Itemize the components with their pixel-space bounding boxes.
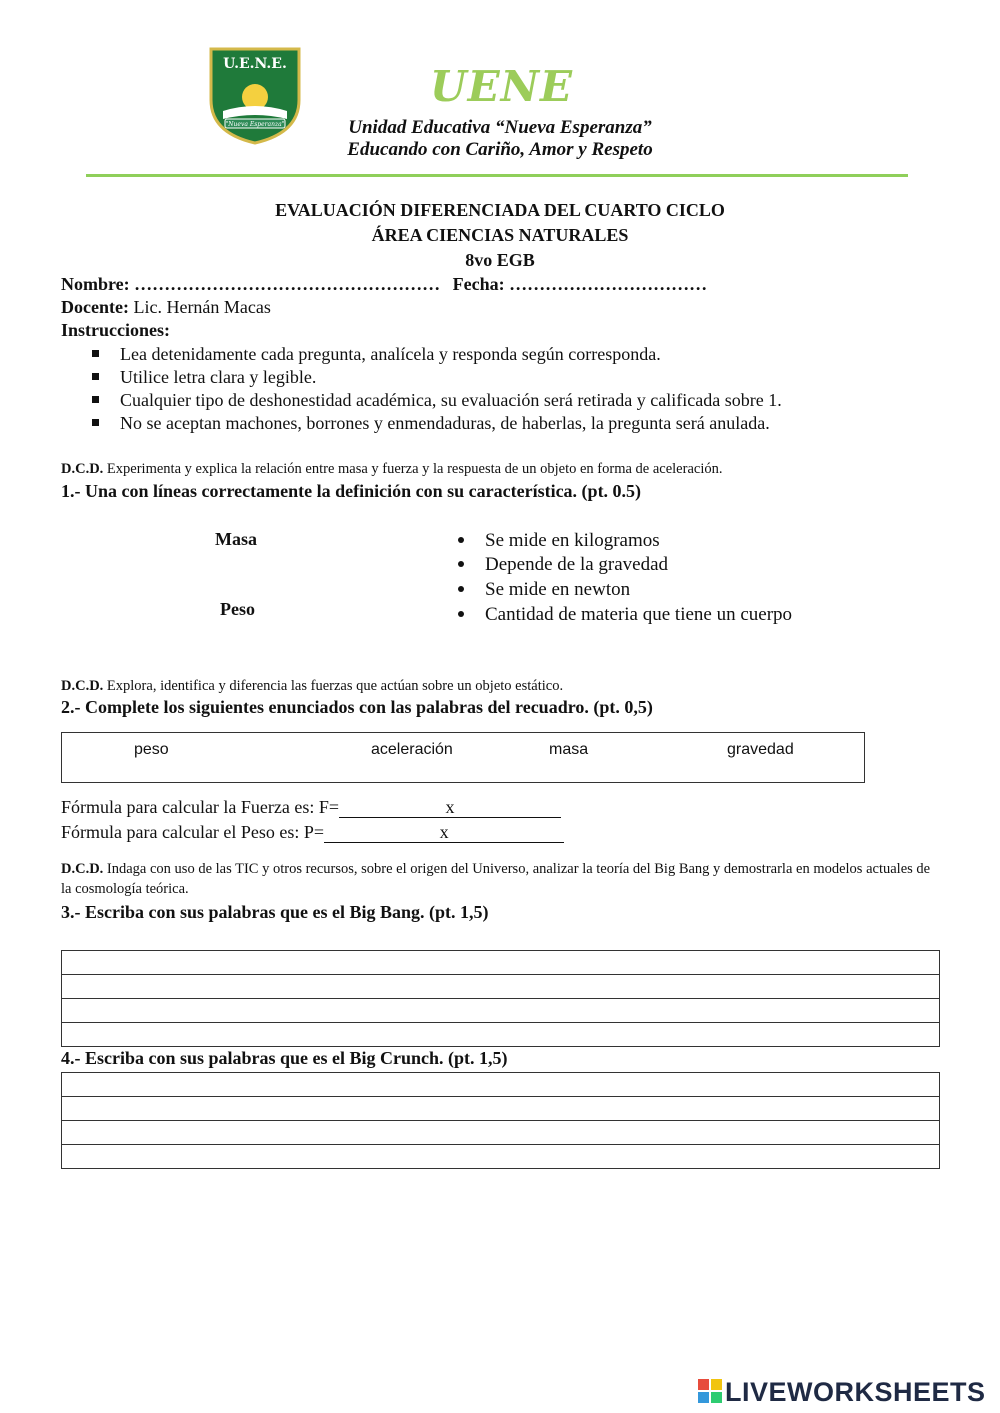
school-crest-logo bbox=[207, 45, 303, 145]
name-label: Nombre: bbox=[61, 274, 130, 294]
exam-grade: 8vo EGB bbox=[465, 250, 535, 270]
term-peso[interactable]: Peso bbox=[220, 599, 255, 619]
teacher-value: Lic. Hernán Macas bbox=[133, 297, 271, 317]
bullet-icon bbox=[458, 561, 464, 567]
liveworksheets-icon bbox=[697, 1378, 723, 1404]
q4-question: 4.- Escriba con sus palabras que es el Big Crunch. (pt. 1,5) bbox=[61, 1048, 508, 1068]
school-brand-title: UENE bbox=[430, 62, 574, 111]
word-aceleracion[interactable]: aceleración bbox=[371, 741, 453, 758]
instruction-item: Lea detenidamente cada pregunta, analícela y responda según corresponda. bbox=[92, 344, 661, 365]
instruction-item: No se aceptan machones, borrones y enmendaduras, de haberlas, la pregunta será anulada. bbox=[92, 413, 770, 434]
answer-line[interactable] bbox=[62, 951, 939, 975]
answer-line[interactable] bbox=[62, 1121, 939, 1145]
instructions-label: Instrucciones: bbox=[61, 320, 170, 340]
name-field[interactable]: …………………………………………… bbox=[134, 274, 441, 294]
q2-dcd: D.C.D. Explora, identifica y diferencia las fuerzas que actúan sobre un objeto estático. bbox=[61, 678, 564, 694]
answer-line[interactable] bbox=[62, 999, 939, 1023]
instruction-item: Utilice letra clara y legible. bbox=[92, 367, 316, 388]
exam-title: EVALUACIÓN DIFERENCIADA DEL CUARTO CICLO bbox=[275, 200, 725, 220]
q3-question: 3.- Escriba con sus palabras que es el Big Bang. (pt. 1,5) bbox=[61, 902, 489, 922]
square-bullet-icon bbox=[92, 350, 99, 357]
teacher-line bbox=[61, 297, 271, 318]
liveworksheets-logo: LIVEWORKSHEETS bbox=[697, 1377, 986, 1408]
formula-force: Fórmula para calcular la Fuerza es: F= x bbox=[61, 797, 561, 818]
square-bullet-icon bbox=[92, 419, 99, 426]
bullet-icon bbox=[458, 611, 464, 617]
svg-text:U.E.N.E.: U.E.N.E. bbox=[223, 56, 287, 72]
answer-line[interactable] bbox=[62, 975, 939, 999]
word-peso[interactable]: peso bbox=[134, 741, 169, 758]
answer-line[interactable] bbox=[62, 1145, 939, 1168]
q3-dcd: D.C.D. Indaga con uso de las TIC y otros recursos, sobre el origen del Universo, analizar la teoría del Big Bang y demostrarla en modelos actuales de la cosmología teórica. bbox=[61, 861, 931, 897]
instruction-item: Cualquier tipo de deshonestidad académica, su evaluación será retirada y calificada sobre 1. bbox=[92, 390, 782, 411]
svg-text:"Nueva Esperanza": "Nueva Esperanza" bbox=[225, 121, 285, 128]
bullet-icon bbox=[458, 586, 464, 592]
answer-line[interactable] bbox=[62, 1073, 939, 1097]
q1-dcd: D.C.D. Experimenta y explica la relación entre masa y fuerza y la respuesta de un objeto en forma de aceleración. bbox=[61, 461, 723, 477]
name-date-line bbox=[61, 274, 707, 295]
word-masa[interactable]: masa bbox=[549, 741, 589, 758]
teacher-label: Docente: bbox=[61, 297, 129, 317]
word-gravedad[interactable]: gravedad bbox=[727, 741, 794, 758]
square-bullet-icon bbox=[92, 396, 99, 403]
header-divider bbox=[86, 174, 908, 177]
school-name: Unidad Educativa “Nueva Esperanza” bbox=[348, 117, 652, 138]
q4-answer-box[interactable] bbox=[61, 1072, 940, 1169]
formula-weight: Fórmula para calcular el Peso es: P= x bbox=[61, 822, 564, 843]
answer-line[interactable] bbox=[62, 1023, 939, 1046]
date-label: Fecha: bbox=[452, 274, 505, 294]
q3-answer-box[interactable] bbox=[61, 950, 940, 1047]
word-bank bbox=[61, 732, 865, 783]
term-masa[interactable]: Masa bbox=[215, 529, 257, 549]
exam-area: ÁREA CIENCIAS NATURALES bbox=[371, 225, 629, 245]
bullet-icon bbox=[458, 537, 464, 543]
q2-question: 2.- Complete los siguientes enunciados con las palabras del recuadro. (pt. 0,5) bbox=[61, 697, 653, 717]
date-field[interactable]: …………………………… bbox=[509, 274, 708, 294]
characteristic-item[interactable]: Depende de la gravedad bbox=[458, 554, 668, 576]
force-formula-blank[interactable]: x bbox=[339, 798, 561, 818]
school-motto: Educando con Cariño, Amor y Respeto bbox=[347, 139, 653, 160]
characteristic-item[interactable]: Se mide en kilogramos bbox=[458, 530, 660, 552]
square-bullet-icon bbox=[92, 373, 99, 380]
answer-line[interactable] bbox=[62, 1097, 939, 1121]
weight-formula-blank[interactable]: x bbox=[324, 823, 564, 843]
characteristic-item[interactable]: Se mide en newton bbox=[458, 579, 630, 601]
characteristic-item[interactable]: Cantidad de materia que tiene un cuerpo bbox=[458, 604, 792, 626]
q1-question: 1.- Una con líneas correctamente la definición con su característica. (pt. 0.5) bbox=[61, 481, 642, 501]
